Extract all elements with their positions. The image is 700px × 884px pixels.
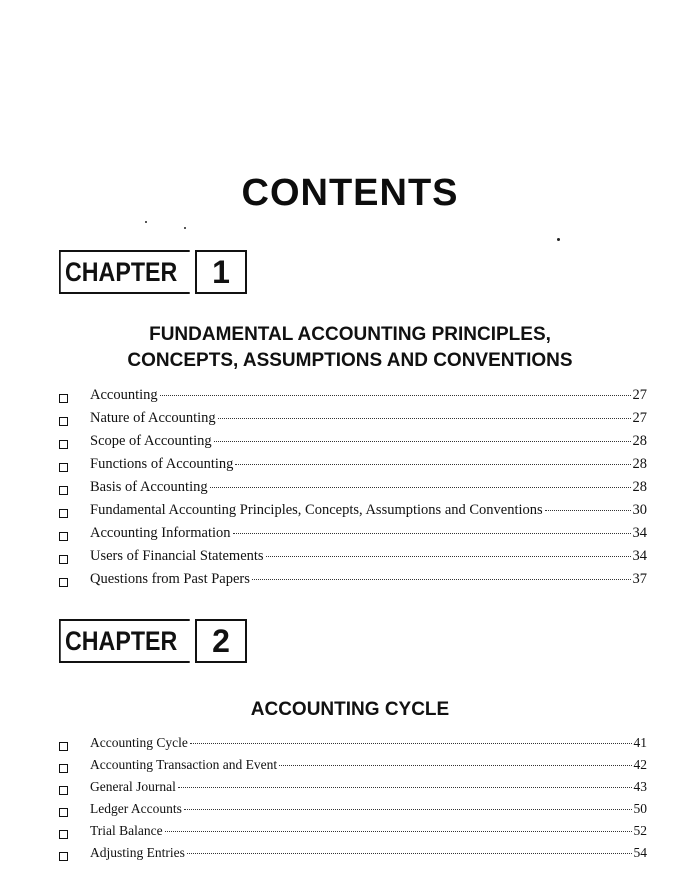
chapter-heading-line: CONCEPTS, ASSUMPTIONS AND CONVENTIONS bbox=[127, 350, 573, 371]
toc-entry-page: 54 bbox=[633, 845, 647, 860]
dot-leader bbox=[235, 464, 630, 465]
chapter-heading-line: FUNDAMENTAL ACCOUNTING PRINCIPLES, bbox=[149, 324, 551, 345]
toc-entry-title: Accounting Information bbox=[90, 525, 231, 541]
checkbox-bullet-icon bbox=[59, 555, 68, 564]
dot-leader bbox=[178, 787, 632, 788]
checkbox-bullet-icon bbox=[59, 852, 68, 861]
checkbox-bullet-icon bbox=[59, 786, 68, 795]
toc-entry-page: 28 bbox=[632, 433, 647, 449]
toc-entry-title: Accounting Cycle bbox=[90, 735, 188, 750]
toc-entry[interactable] bbox=[59, 548, 647, 571]
chapter-2-label bbox=[59, 619, 247, 663]
toc-entry-title: Basis of Accounting bbox=[90, 479, 208, 495]
checkbox-bullet-icon bbox=[59, 463, 68, 472]
toc-entry-title: Scope of Accounting bbox=[90, 433, 212, 449]
toc-entry-page: 34 bbox=[632, 548, 647, 564]
toc-entry-page: 42 bbox=[633, 757, 647, 772]
toc-entry-page: 50 bbox=[633, 801, 647, 816]
toc-entry-page: 34 bbox=[632, 525, 647, 541]
dot-leader bbox=[279, 765, 631, 766]
dot-leader bbox=[210, 487, 631, 488]
toc-entry-title: General Journal bbox=[90, 779, 176, 794]
dot-leader bbox=[160, 395, 631, 396]
scan-speck bbox=[145, 221, 147, 223]
checkbox-bullet-icon bbox=[59, 578, 68, 587]
checkbox-bullet-icon bbox=[59, 830, 68, 839]
chapter-number: 2 bbox=[197, 619, 247, 663]
checkbox-bullet-icon bbox=[59, 808, 68, 817]
toc-entry-page: 37 bbox=[632, 571, 647, 587]
dot-leader bbox=[218, 418, 631, 419]
toc-entry[interactable] bbox=[59, 845, 647, 867]
toc-entry-page: 43 bbox=[633, 779, 647, 794]
toc-entry-page: 52 bbox=[633, 823, 647, 838]
toc-entry-title: Adjusting Entries bbox=[90, 845, 185, 860]
dot-leader bbox=[165, 831, 632, 832]
toc-entry-title: Accounting Transaction and Event bbox=[90, 757, 278, 772]
toc-entry[interactable] bbox=[59, 757, 647, 779]
toc-entry-page: 27 bbox=[632, 410, 647, 426]
toc-entry-page: 27 bbox=[632, 387, 647, 403]
toc-entry[interactable] bbox=[59, 387, 647, 410]
checkbox-bullet-icon bbox=[59, 764, 68, 773]
toc-entry-title: Trial Balance bbox=[90, 823, 163, 838]
toc-entry-title: Questions from Past Papers bbox=[90, 571, 250, 587]
dot-leader bbox=[545, 510, 631, 511]
page-title: CONTENTS bbox=[241, 172, 459, 214]
dot-leader bbox=[214, 441, 631, 442]
checkbox-bullet-icon bbox=[59, 417, 68, 426]
checkbox-bullet-icon bbox=[59, 532, 68, 541]
toc-entry[interactable] bbox=[59, 433, 647, 456]
toc-entry-title: Users of Financial Statements bbox=[90, 548, 264, 564]
dot-leader bbox=[184, 809, 632, 810]
checkbox-bullet-icon bbox=[59, 742, 68, 751]
toc-entry-title: Ledger Accounts bbox=[90, 801, 182, 816]
toc-entry[interactable] bbox=[59, 779, 647, 801]
dot-leader bbox=[187, 853, 632, 854]
toc-entry[interactable] bbox=[59, 456, 647, 479]
dot-leader bbox=[233, 533, 631, 534]
checkbox-bullet-icon bbox=[59, 486, 68, 495]
toc-entry[interactable] bbox=[59, 823, 647, 845]
toc-entry[interactable] bbox=[59, 410, 647, 433]
chapter-heading-line: ACCOUNTING CYCLE bbox=[250, 699, 450, 720]
toc-entry-title: Accounting bbox=[90, 387, 158, 403]
toc-entry[interactable] bbox=[59, 479, 647, 502]
toc-entry-page: 28 bbox=[632, 456, 647, 472]
dot-leader bbox=[252, 579, 631, 580]
toc-entry[interactable] bbox=[59, 801, 647, 823]
chapter-number: 1 bbox=[197, 250, 247, 294]
chapter-2-toc bbox=[59, 735, 647, 867]
toc-entry[interactable] bbox=[59, 502, 647, 525]
chapter-2-heading bbox=[0, 697, 700, 723]
toc-entry-title: Functions of Accounting bbox=[90, 456, 234, 472]
scan-speck bbox=[184, 227, 186, 229]
scan-speck bbox=[557, 238, 560, 241]
toc-entry[interactable] bbox=[59, 525, 647, 548]
checkbox-bullet-icon bbox=[59, 509, 68, 518]
toc-entry-page: 30 bbox=[632, 502, 647, 518]
toc-entry-page: 41 bbox=[633, 735, 647, 750]
chapter-word: CHAPTER bbox=[59, 619, 190, 663]
dot-leader bbox=[266, 556, 631, 557]
toc-entry[interactable] bbox=[59, 735, 647, 757]
chapter-1-heading bbox=[0, 322, 700, 374]
toc-entry-title: Nature of Accounting bbox=[90, 410, 216, 426]
chapter-word: CHAPTER bbox=[59, 250, 190, 294]
toc-entry[interactable] bbox=[59, 571, 647, 594]
toc-entry-title: Fundamental Accounting Principles, Concepts, Assumptions and Conventions bbox=[90, 502, 543, 518]
toc-entry-page: 28 bbox=[632, 479, 647, 495]
checkbox-bullet-icon bbox=[59, 440, 68, 449]
dot-leader bbox=[190, 743, 632, 744]
chapter-1-toc bbox=[59, 387, 647, 594]
chapter-1-label bbox=[59, 250, 247, 294]
checkbox-bullet-icon bbox=[59, 394, 68, 403]
